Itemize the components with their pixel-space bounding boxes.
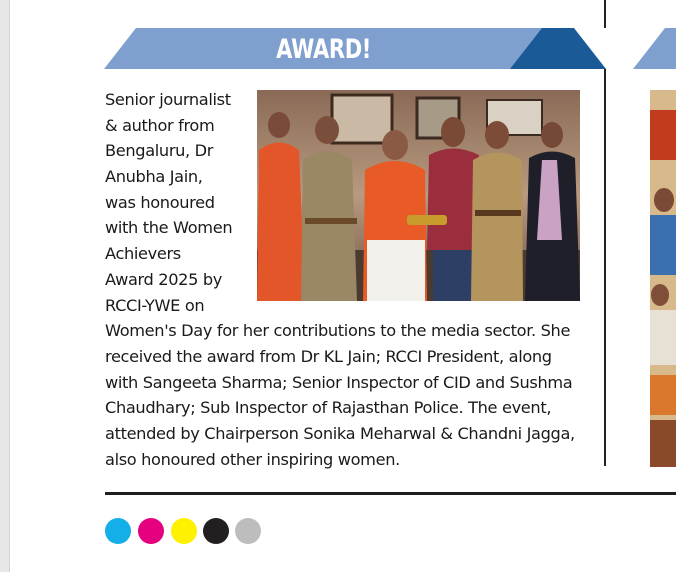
- article-line: with Sangeeta Sharma; Senior Inspector of CID and Sushma: [105, 372, 573, 392]
- article-line: Achievers: [105, 244, 181, 264]
- article-line: with the Women: [105, 218, 233, 238]
- section-banner: [104, 28, 606, 69]
- article-line: received the award from Dr KL Jain; RCCI President, along: [105, 346, 552, 366]
- magenta-registration-dot: [138, 518, 164, 544]
- article-line: also honoured other inspiring women.: [105, 449, 400, 469]
- cyan-registration-dot: [105, 518, 131, 544]
- column-rule-top: [604, 0, 606, 28]
- article-line: attended by Chairperson Sonika Meharwal & Chandni Jagga,: [105, 423, 575, 443]
- gray-registration-dot: [235, 518, 261, 544]
- page-edge: [0, 0, 10, 572]
- yellow-registration-dot: [171, 518, 197, 544]
- article-line: was honoured: [105, 192, 215, 212]
- article-line: Bengaluru, Dr: [105, 141, 214, 161]
- black-registration-dot: [203, 518, 229, 544]
- next-article-photo: [650, 90, 676, 467]
- banner-title: AWARD!: [276, 34, 372, 65]
- column-rule: [604, 69, 606, 466]
- article-line: Award 2025 by: [105, 269, 223, 289]
- bottom-rule: [105, 492, 676, 495]
- article-line: Women's Day for her contributions to the media sector. She: [105, 321, 571, 341]
- article-line: & author from: [105, 115, 215, 135]
- next-article-banner: [633, 28, 676, 69]
- article-line: Chaudhary; Sub Inspector of Rajasthan Police. The event,: [105, 398, 552, 418]
- article-line: Anubha Jain,: [105, 167, 203, 187]
- article-line: Senior journalist: [105, 90, 231, 109]
- article-body: [105, 87, 595, 472]
- article-line: RCCI-YWE on: [105, 295, 205, 315]
